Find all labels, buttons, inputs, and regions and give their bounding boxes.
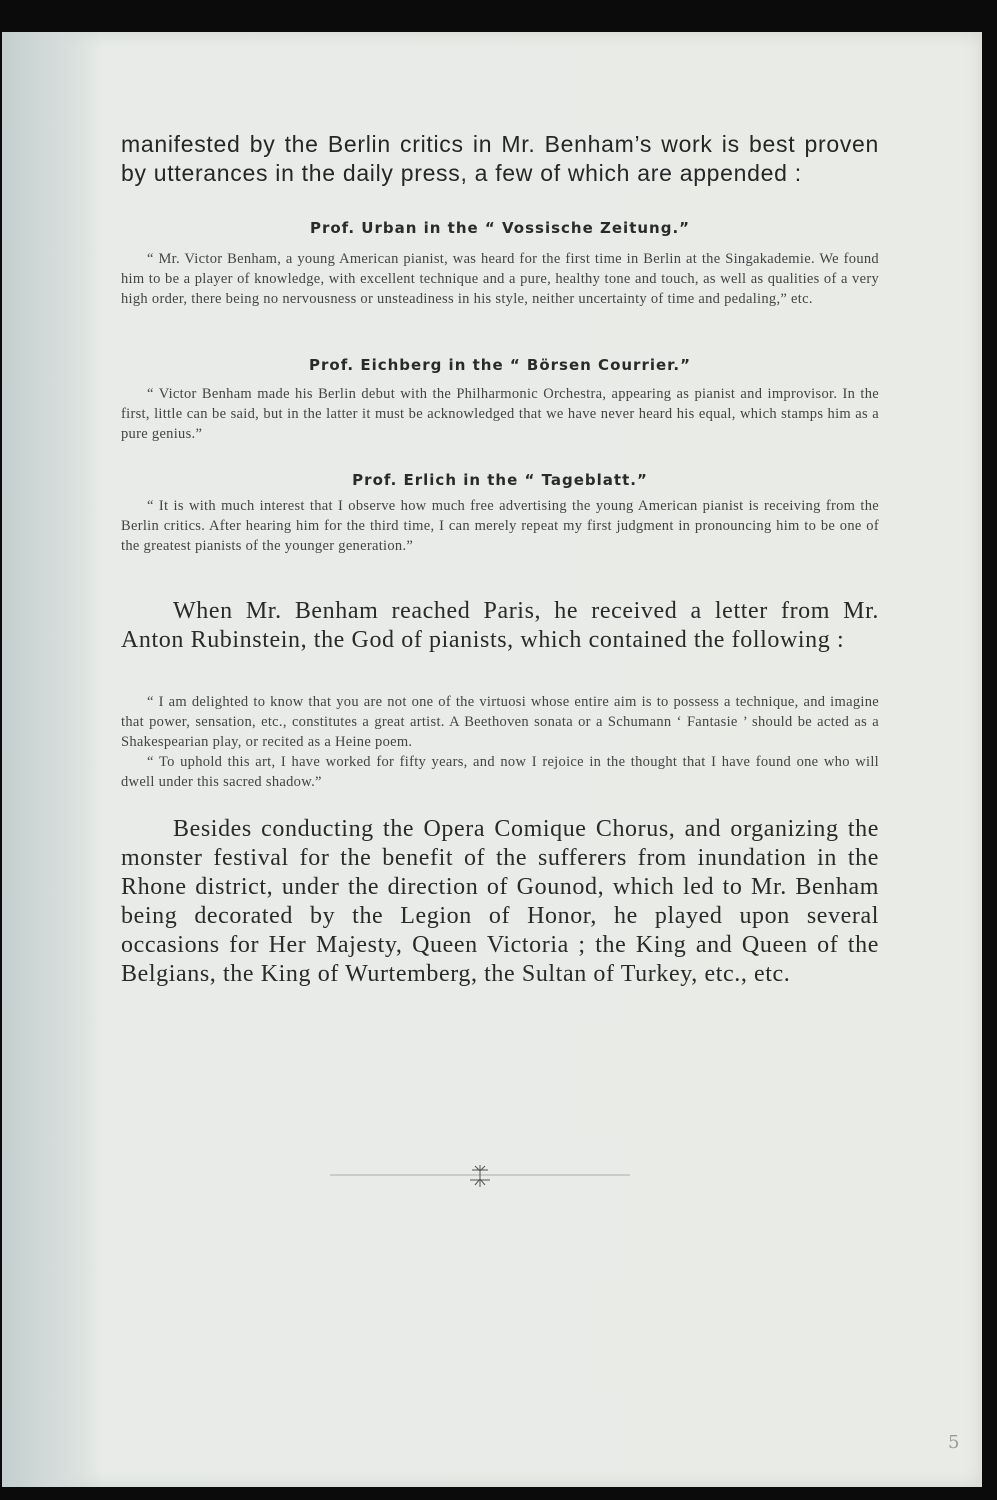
closing-text: Besides conducting the Opera Comique Chorus, and organizing the monster festival for the benefit of the sufferers from inundation in the Rhone district, under the direction of Gounod, which led to Mr. Benham being decorated by the Legion of Honor, he played upon several occasions for Her Majesty, Queen Victoria ; the King and Queen of the Belgians, the King of Wurtemberg, the Sultan of Turkey, etc., etc. [121, 816, 879, 987]
review-quote-urban [121, 249, 879, 309]
closing-paragraph [121, 815, 879, 989]
quote-text: “ It is with much interest that I observe how much free advertising the young American pianist is receiving from the Berlin critics. After hearing him for the third time, I can merely repeat my first judgment in pronouncing him to be one of the greatest pianists of the younger generation.” [121, 498, 879, 554]
page-number: 5 [948, 1432, 960, 1453]
paris-text: When Mr. Benham reached Paris, he received a letter from Mr. Anton Rubinstein, the God of pianists, which contained the following : [121, 598, 879, 653]
quote-text: “ Victor Benham made his Berlin debut with the Philharmonic Orchestra, appearing as pianist and improvisor. In the first, little can be said, but in the latter it must be acknowledged that we have never heard his equal, which stamps him as a pure genius.” [121, 386, 879, 442]
review-heading-eichberg: Prof. Eichberg in the “ Börsen Courrier.” [309, 356, 691, 374]
rubinstein-letter [121, 692, 879, 792]
letter-paragraph-2: “ To uphold this art, I have worked for fifty years, and now I rejoice in the thought that I have found one who will dwell under this sacred shadow.” [121, 754, 879, 790]
review-heading-urban: Prof. Urban in the “ Vossische Zeitung.” [309, 219, 691, 237]
intro-paragraph: manifested by the Berlin critics in Mr. Benham’s work is best proven by utterances in the daily press, a few of which are appended : [121, 131, 879, 186]
paris-paragraph [121, 597, 879, 655]
ornament-divider-icon [330, 1160, 630, 1190]
deckled-edge [2, 32, 102, 1487]
review-heading-erlich: Prof. Erlich in the “ Tageblatt.” [352, 471, 648, 489]
review-quote-eichberg [121, 384, 879, 444]
letter-paragraph-1: “ I am delighted to know that you are not one of the virtuosi whose entire aim is to possess a technique, and imagine that power, sensation, etc., constitutes a great artist. A Beethoven sonata or a Schumann ‘ Fantasie ’ should be acted as a Shakespearian play, or recited as a Heine poem. [121, 694, 879, 750]
quote-text: “ Mr. Victor Benham, a young American pianist, was heard for the first time in Berlin at the Singakademie. We found him to be a player of knowledge, with excellent technique and a pure, healthy tone and touch, as well as qualities of a very high order, there being no nervousness or unsteadiness in his style, neither uncertainty of time and pedaling,” etc. [121, 251, 879, 307]
review-quote-erlich [121, 496, 879, 556]
